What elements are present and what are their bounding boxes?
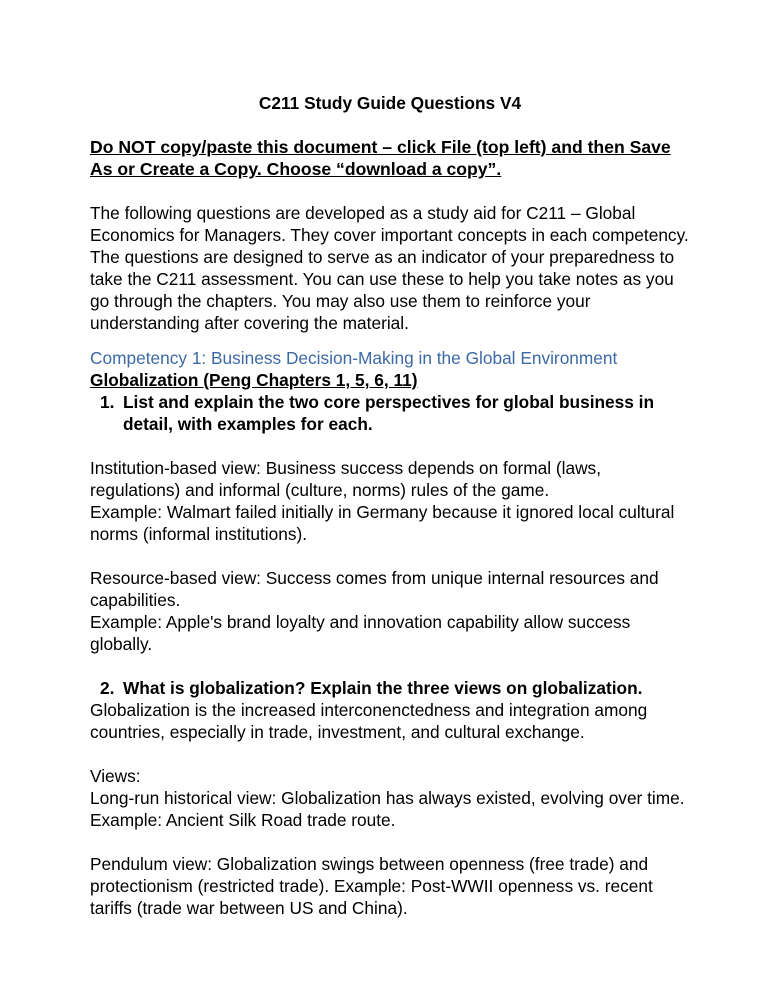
spacer <box>90 743 690 765</box>
answer-definition: Institution-based view: Business success depends on formal (laws, regulations) and informal (culture, norms) rules of the game. <box>90 458 602 500</box>
competency-heading: Competency 1: Business Decision-Making in the Global Environment <box>90 348 618 368</box>
view-item: Pendulum view: Globalization swings between openness (free trade) and protectionism (restricted trade). Example: Post-WWII openness vs. recent tariffs (trade war between US and China). <box>90 854 653 918</box>
answer-intro: Globalization is the increased interconenctedness and integration among countries, especially in trade, investment, and cultural exchange. <box>90 700 648 742</box>
spacer <box>90 435 690 457</box>
answer-definition: Resource-based view: Success comes from unique internal resources and capabilities. <box>90 568 659 610</box>
question-1 <box>90 391 690 435</box>
section-heading: Globalization (Peng Chapters 1, 5, 6, 11) <box>90 370 418 390</box>
question-text: List and explain the two core perspectives for global business in detail, with examples for each. <box>123 392 655 434</box>
copy-warning: Do NOT copy/paste this document – click File (top left) and then Save As or Create a Copy. Choose “download a copy”. <box>90 137 671 179</box>
answer-example: Example: Walmart failed initially in Germany because it ignored local cultural norms (informal institutions). <box>90 502 675 544</box>
spacer <box>90 831 690 853</box>
view-item: Long-run historical view: Globalization has always existed, evolving over time. Example: Ancient Silk Road trade route. <box>90 788 685 830</box>
intro-paragraph: The following questions are developed as a study aid for C211 – Global Economics for Managers. They cover important concepts in each competency. The questions are designed to serve as an indicator of your preparedness to take the C211 assessment. You can use these to help you take notes as you go through the chapters. You may also use them to reinforce your understanding after covering the material. <box>90 203 689 333</box>
question-text: What is globalization? Explain the three views on globalization. <box>123 678 643 698</box>
question-number: 2. <box>100 678 115 698</box>
views-label: Views: <box>90 766 141 786</box>
spacer <box>90 655 690 677</box>
question-number: 1. <box>100 392 115 412</box>
question-2 <box>90 677 690 699</box>
document-body <box>90 92 690 919</box>
spacer <box>90 545 690 567</box>
answer-example: Example: Apple's brand loyalty and innovation capability allow success globally. <box>90 612 631 654</box>
document-title: C211 Study Guide Questions V4 <box>258 93 522 113</box>
